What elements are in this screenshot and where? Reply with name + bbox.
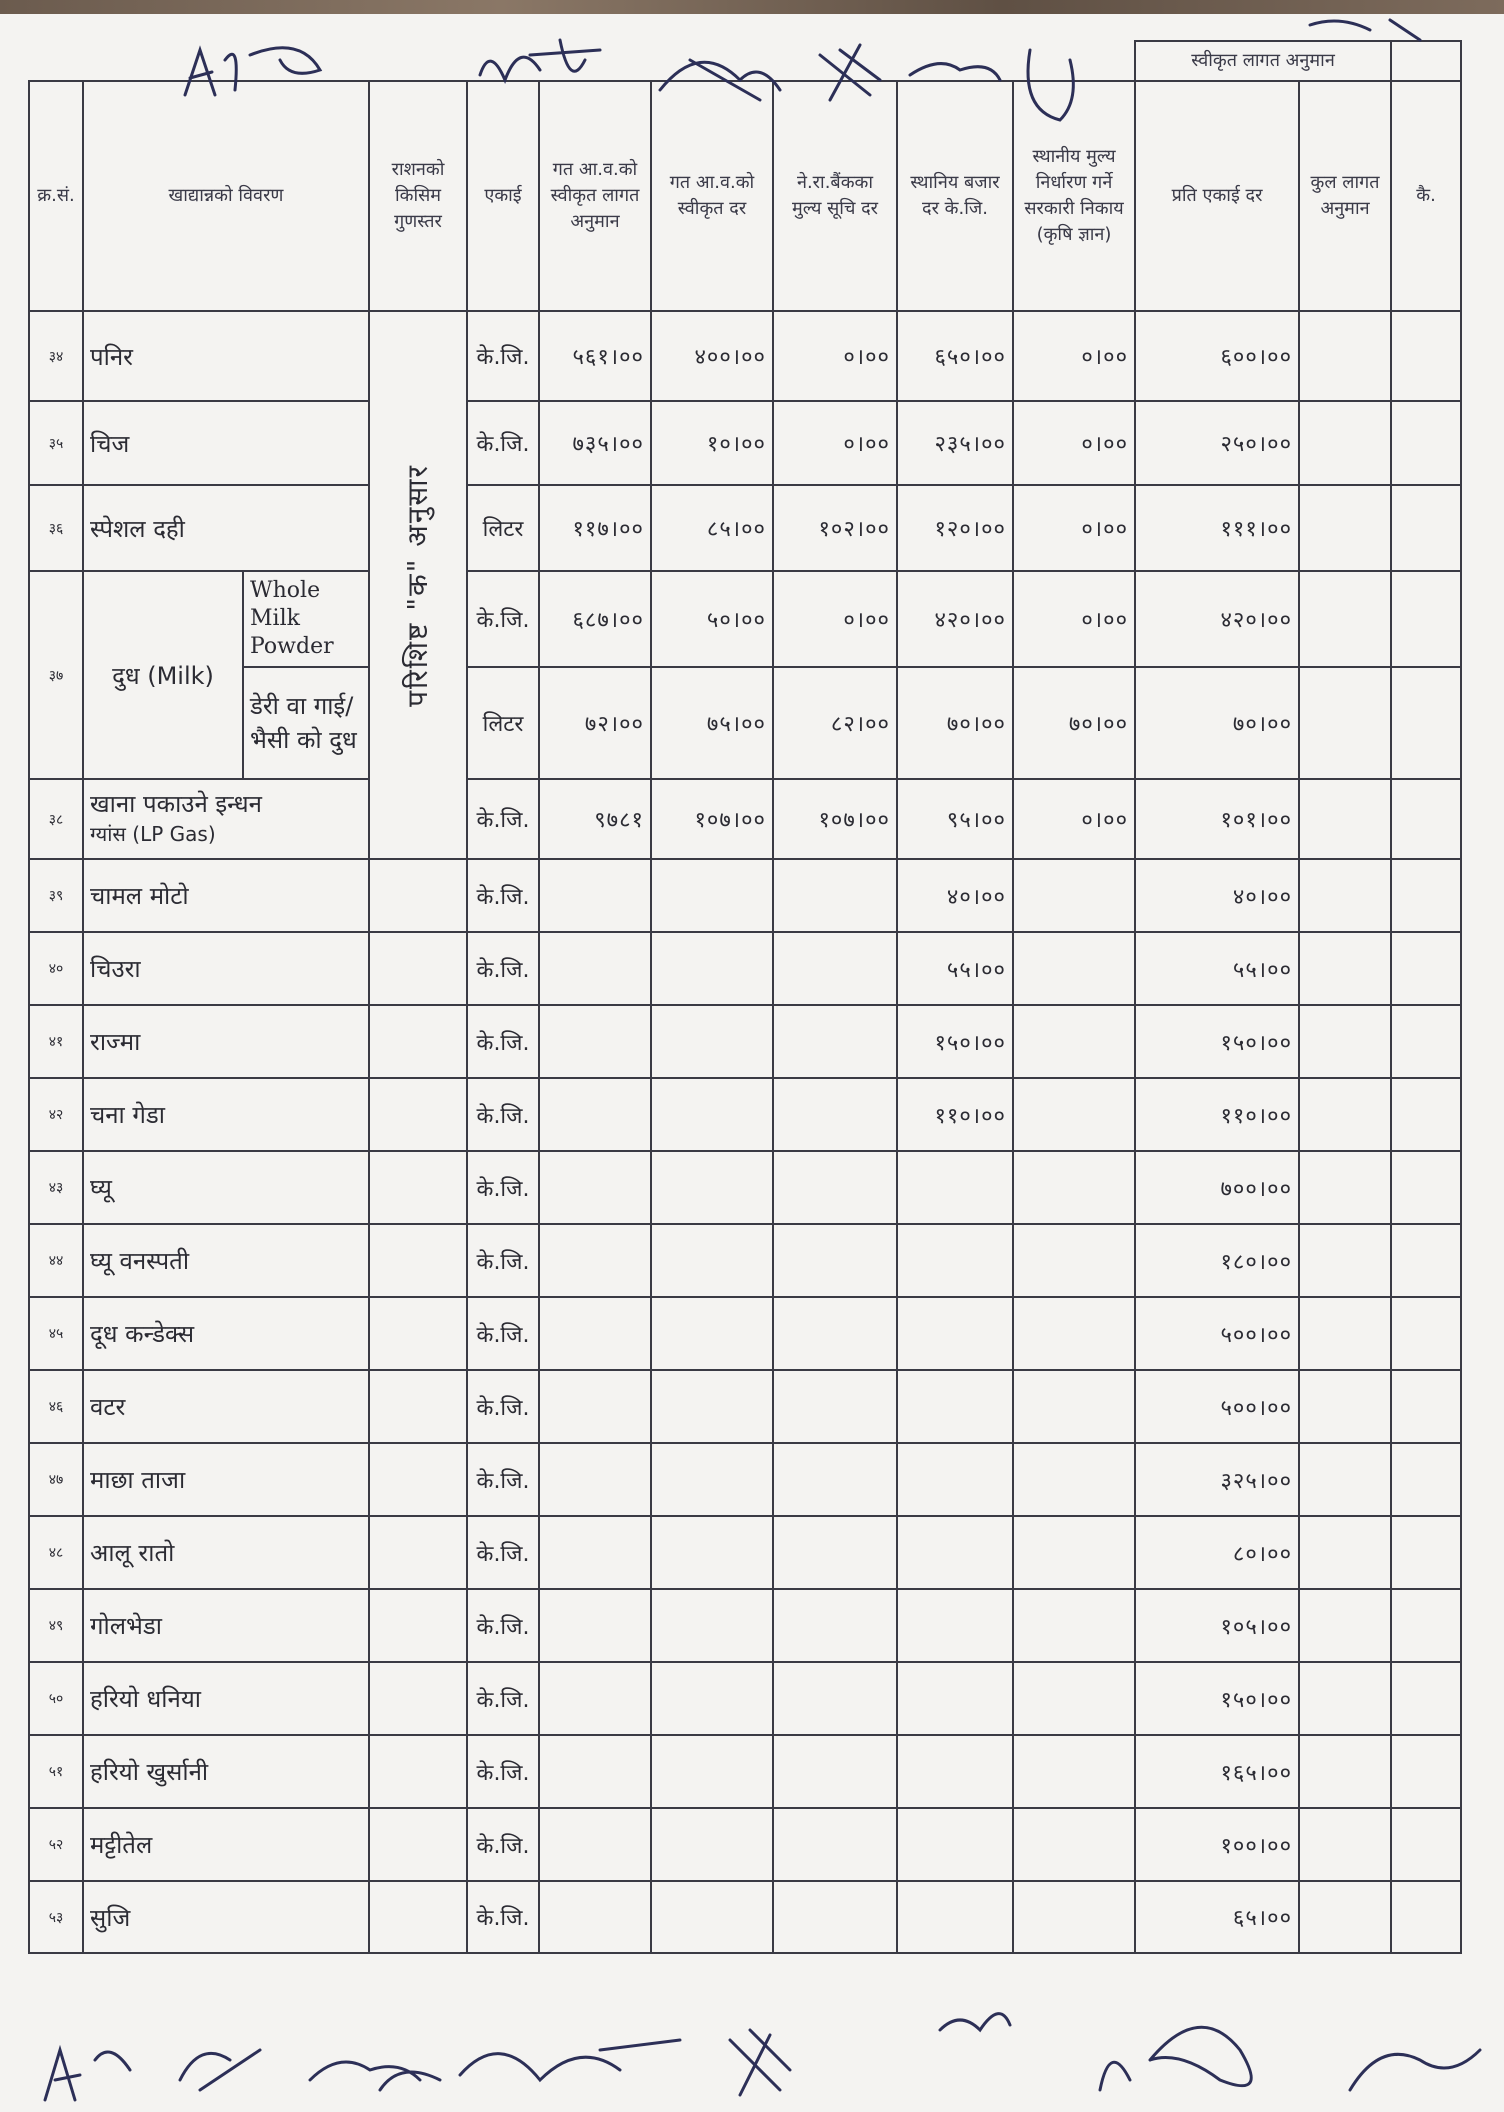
row-sn: ४२ [29,1078,83,1151]
row-sub-label: Whole Milk Powder [243,571,369,667]
row-desc: माछा ताजा [83,1443,369,1516]
row-prev-estimate: ६८७।०० [539,571,651,667]
row-rate: १०१।०० [1135,779,1299,859]
col-bank-rate: ने.रा.बैंकका मुल्य सूचि दर [773,81,897,311]
row-local-rate [897,1516,1013,1589]
row-desc: स्पेशल दही [83,485,369,571]
table-row [29,1078,1461,1151]
row-total [1299,779,1391,859]
row-remarks [1391,667,1461,779]
row-govt-rate: ०।०० [1013,485,1135,571]
row-unit: के.जि. [467,1881,539,1953]
row-sn: ४१ [29,1005,83,1078]
row-bank-rate: ०।०० [773,311,897,401]
col-govt-rate: स्थानीय मुल्य निर्धारण गर्ने सरकारी निकाय (कृषि ज्ञान) [1013,81,1135,311]
row-unit: लिटर [467,485,539,571]
annex-note-cell [369,311,467,859]
row-quality [369,1735,467,1808]
row-unit: के.जि. [467,1078,539,1151]
row-rate: ११०।०० [1135,1078,1299,1151]
table-row [29,1370,1461,1443]
row-desc: चिउरा [83,932,369,1005]
row-quality [369,1589,467,1662]
row-rate: १०५।०० [1135,1589,1299,1662]
row-unit: के.जि. [467,1005,539,1078]
row-local-rate [897,1224,1013,1297]
row-rate: १८०।०० [1135,1224,1299,1297]
row-local-rate: ४२०।०० [897,571,1013,667]
table-row [29,932,1461,1005]
col-prev-rate: गत आ.व.को स्वीकृत दर [651,81,773,311]
row-unit: के.जि. [467,311,539,401]
row-local-rate [897,1297,1013,1370]
row-desc: चना गेडा [83,1078,369,1151]
table-row-milk-powder [29,571,1461,667]
table-row [29,1735,1461,1808]
row-desc: चामल मोटो [83,859,369,932]
col-serial: क्र.सं. [29,81,83,311]
row-unit: के.जि. [467,571,539,667]
row-sn: ४७ [29,1443,83,1516]
row-prev-estimate: ७२।०० [539,667,651,779]
row-local-rate: २३५।०० [897,401,1013,485]
row-remarks [1391,401,1461,485]
row-rate: १००।०० [1135,1808,1299,1881]
row-local-rate [897,1808,1013,1881]
row-local-rate [897,1370,1013,1443]
row-quality [369,1005,467,1078]
row-rate: ५००।०० [1135,1370,1299,1443]
row-quality [369,1516,467,1589]
row-bank-rate: ०।०० [773,401,897,485]
row-quality [369,1881,467,1953]
row-prev-rate: ७५।०० [651,667,773,779]
table-row [29,859,1461,932]
row-local-rate: ९५।०० [897,779,1013,859]
col-local-rate: स्थानिय बजार दर के.जि. [897,81,1013,311]
row-rate: १११।०० [1135,485,1299,571]
row-desc: वटर [83,1370,369,1443]
row-local-rate [897,1589,1013,1662]
row-desc: चिज [83,401,369,485]
row-unit: के.जि. [467,1224,539,1297]
row-rate: ७००।०० [1135,1151,1299,1224]
row-sn: ४३ [29,1151,83,1224]
row-desc: गोलभेडा [83,1589,369,1662]
row-desc: घ्यू वनस्पती [83,1224,369,1297]
row-govt-rate: ०।०० [1013,401,1135,485]
row-bank-rate: ८२।०० [773,667,897,779]
table-row [29,1005,1461,1078]
col-unit: एकाई [467,81,539,311]
row-unit: के.जि. [467,1589,539,1662]
table-row [29,1589,1461,1662]
row-prev-rate: ४००।०० [651,311,773,401]
row-unit: के.जि. [467,1808,539,1881]
row-sn: ३५ [29,401,83,485]
row-quality [369,932,467,1005]
table-row [29,779,1461,859]
row-unit: के.जि. [467,1443,539,1516]
row-rate: १५०।०० [1135,1662,1299,1735]
row-sn: ४४ [29,1224,83,1297]
row-prev-estimate: ११७।०० [539,485,651,571]
col-per-unit-rate: प्रति एकाई दर [1135,81,1299,311]
table-row [29,1808,1461,1881]
row-unit: के.जि. [467,1662,539,1735]
row-local-rate: १२०।०० [897,485,1013,571]
row-rate: ५००।०० [1135,1297,1299,1370]
row-desc: हरियो खुर्सानी [83,1735,369,1808]
row-quality [369,1297,467,1370]
row-remarks [1391,779,1461,859]
row-desc: पनिर [83,311,369,401]
row-sn: ३९ [29,859,83,932]
row-local-rate [897,1735,1013,1808]
row-prev-estimate: ७३५।०० [539,401,651,485]
row-total [1299,311,1391,401]
row-quality [369,1443,467,1516]
row-rate: ३२५।०० [1135,1443,1299,1516]
row-sub-label: डेरी वा गाई/भैसी को दुध [243,667,369,779]
row-remarks [1391,311,1461,401]
row-prev-estimate: ५६१।०० [539,311,651,401]
row-total [1299,667,1391,779]
row-rate: ७०।०० [1135,667,1299,779]
row-prev-rate: ५०।०० [651,571,773,667]
row-quality [369,1224,467,1297]
row-local-rate [897,1443,1013,1516]
table-header [29,81,1461,311]
row-unit: के.जि. [467,1151,539,1224]
row-govt-rate: ७०।०० [1013,667,1135,779]
row-sn: ४५ [29,1297,83,1370]
row-rate: ५५।०० [1135,932,1299,1005]
row-govt-rate: ०।०० [1013,311,1135,401]
row-sn: ५० [29,1662,83,1735]
annex-note: परिशिष्ट "क" अनुसार [401,463,434,707]
row-rate: ४२०।०० [1135,571,1299,667]
table-row [29,1224,1461,1297]
col-description: खाद्यान्नको विवरण [83,81,369,311]
row-desc: हरियो धनिया [83,1662,369,1735]
row-local-rate [897,1151,1013,1224]
row-prev-rate: १०७।०० [651,779,773,859]
row-desc: सुजि [83,1881,369,1953]
row-total [1299,485,1391,571]
row-unit: लिटर [467,667,539,779]
row-rate: ८०।०० [1135,1516,1299,1589]
row-desc: राज्मा [83,1005,369,1078]
table-row [29,1516,1461,1589]
row-local-rate [897,1662,1013,1735]
row-bank-rate: ०।०० [773,571,897,667]
row-desc: मट्टीतेल [83,1808,369,1881]
row-unit: के.जि. [467,859,539,932]
col-quality: राशनको किसिम गुणस्तर [369,81,467,311]
row-local-rate: ७०।०० [897,667,1013,779]
row-unit: के.जि. [467,932,539,1005]
row-desc-line2: ग्यांस (LP Gas) [90,822,216,846]
row-prev-estimate: ९७८१ [539,779,651,859]
row-unit: के.जि. [467,1516,539,1589]
row-quality [369,1078,467,1151]
row-local-rate [897,1881,1013,1953]
table-row [29,1297,1461,1370]
row-remarks [1391,571,1461,667]
row-unit: के.जि. [467,779,539,859]
row-quality [369,1151,467,1224]
row-unit: के.जि. [467,1297,539,1370]
row-local-rate: ११०।०० [897,1078,1013,1151]
signature-row [29,41,1461,81]
table-row [29,311,1461,401]
table-row [29,401,1461,485]
table-row [29,1662,1461,1735]
row-desc: घ्यू [83,1151,369,1224]
row-quality [369,1370,467,1443]
row-bank-rate: १०२।०० [773,485,897,571]
row-rate: २५०।०० [1135,401,1299,485]
row-rate: १५०।०० [1135,1005,1299,1078]
row-rate: ६००।०० [1135,311,1299,401]
row-desc: दूध कन्डेक्स [83,1297,369,1370]
row-govt-rate: ०।०० [1013,571,1135,667]
row-prev-rate: १०।०० [651,401,773,485]
row-local-rate: १५०।०० [897,1005,1013,1078]
scan-top-edge [0,0,1504,14]
row-sn: ४९ [29,1589,83,1662]
row-sn: ३६ [29,485,83,571]
row-unit: के.जि. [467,401,539,485]
row-sn: ५२ [29,1808,83,1881]
row-total [1299,401,1391,485]
row-desc: दुध (Milk) [83,571,243,779]
row-unit: के.जि. [467,1370,539,1443]
col-remarks: कै. [1391,81,1461,311]
row-desc [83,779,369,859]
row-quality [369,1808,467,1881]
row-quality [369,859,467,932]
row-desc-line1: खाना पकाउने इन्धन [90,790,262,818]
row-sn: ५३ [29,1881,83,1953]
row-govt-rate: ०।०० [1013,779,1135,859]
row-sn: ४६ [29,1370,83,1443]
row-bank-rate: १०७।०० [773,779,897,859]
approved-group-header: स्वीकृत लागत अनुमान [1135,41,1391,81]
col-prev-estimate: गत आ.व.को स्वीकृत लागत अनुमान [539,81,651,311]
col-total-estimate: कुल लागत अनुमान [1299,81,1391,311]
table-row [29,485,1461,571]
row-unit: के.जि. [467,1735,539,1808]
row-sn: ४८ [29,1516,83,1589]
row-sn: ५१ [29,1735,83,1808]
row-remarks [1391,485,1461,571]
rate-table [28,40,1462,1954]
row-local-rate: ५५।०० [897,932,1013,1005]
row-rate: ४०।०० [1135,859,1299,932]
row-sn: ३४ [29,311,83,401]
row-desc: आलू रातो [83,1516,369,1589]
table-row [29,1443,1461,1516]
row-local-rate: ६५०।०० [897,311,1013,401]
row-local-rate: ४०।०० [897,859,1013,932]
row-sn: ४० [29,932,83,1005]
row-prev-rate: ८५।०० [651,485,773,571]
table-row [29,1881,1461,1953]
table-row [29,1151,1461,1224]
table-row-dairy-milk [29,667,1461,779]
row-sn: ३८ [29,779,83,859]
row-quality [369,1662,467,1735]
row-total [1299,571,1391,667]
row-sn: ३७ [29,571,83,779]
row-rate: ६५।०० [1135,1881,1299,1953]
row-rate: १६५।०० [1135,1735,1299,1808]
